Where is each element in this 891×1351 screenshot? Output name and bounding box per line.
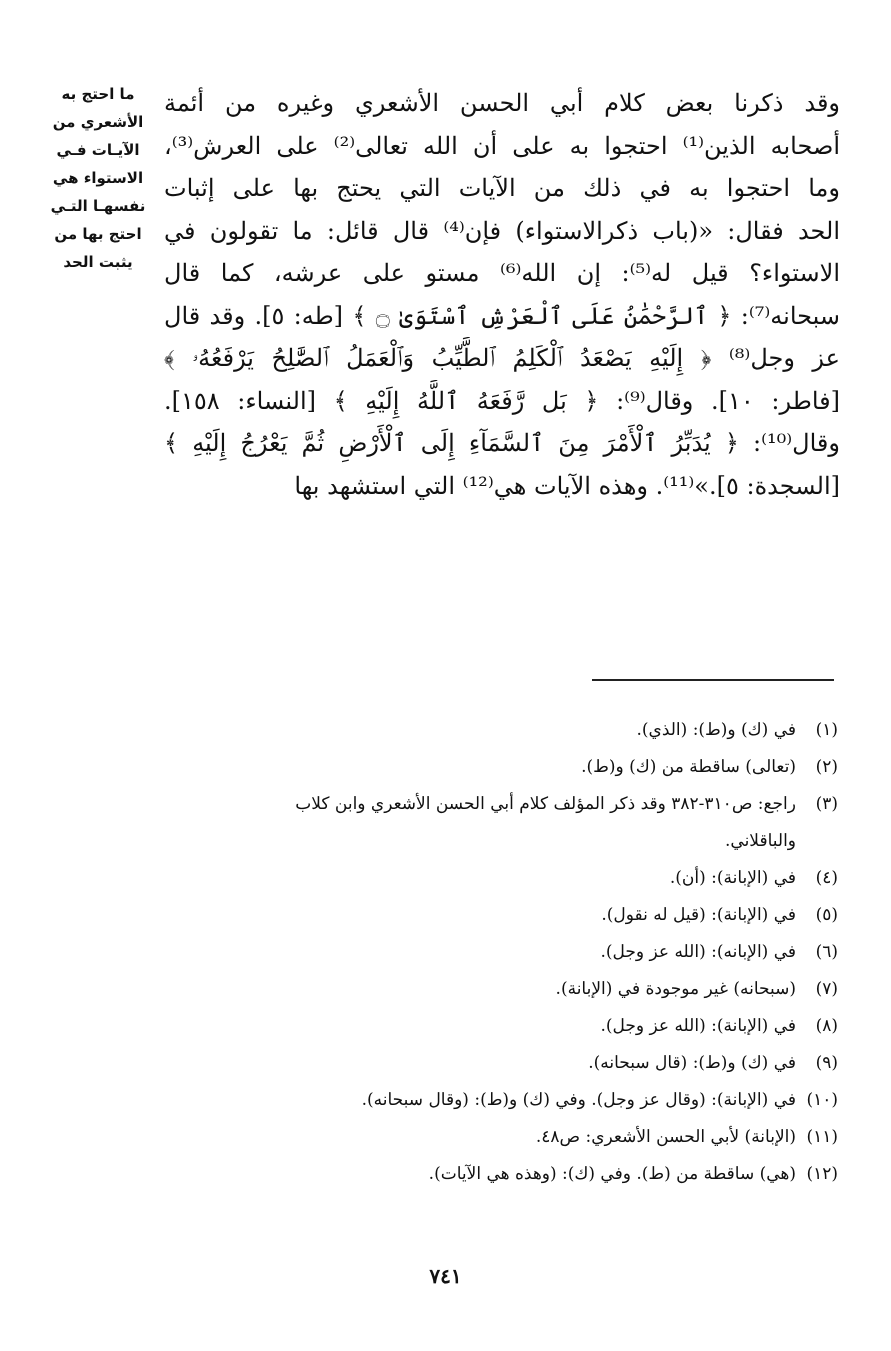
footnote-number: (٥) bbox=[815, 905, 838, 925]
footnote-number: (٧) bbox=[815, 979, 838, 999]
footnote-text: في (ك) و(ط): (الذي). bbox=[636, 720, 796, 740]
footnote-text: (تعالى) ساقطة من (ك) و(ط). bbox=[581, 757, 796, 777]
main-text bbox=[164, 82, 840, 507]
footnote-text: (هي) ساقطة من (ط). وفي (ك): (وهذه هي الآيات). bbox=[428, 1164, 796, 1184]
footnote-number: (١١) bbox=[806, 1127, 838, 1147]
text-line: [فاطر: ١٠]. وقال⁽⁹⁾: ﴿ بَل رَّفَعَهُ ٱللَّهُ إِلَيْهِ ﴾ [النساء: ١٥٨]. bbox=[164, 386, 840, 415]
footnote-continuation bbox=[166, 823, 838, 860]
footnote-number: (٦) bbox=[815, 942, 838, 962]
footnote-text: (الإبانة) لأبي الحسن الأشعري: ص٤٨. bbox=[535, 1127, 796, 1147]
footnote bbox=[166, 749, 838, 786]
margin-note-line: ما احتج به bbox=[61, 85, 135, 103]
footnote bbox=[166, 971, 838, 1008]
text-line: سبحانه⁽⁷⁾: ﴿ ٱلرَّحْمَٰنُ عَلَى ٱلْعَرْشِ ٱسْتَوَىٰ ۝ ﴾ [طه: ٥]. وقد قال bbox=[164, 301, 840, 330]
text-line: [السجدة: ٥].»⁽¹¹⁾. وهذه الآيات هي⁽¹²⁾ التي استشهد بها bbox=[294, 471, 840, 500]
footnote-text: في (الإبانة): (أن). bbox=[669, 868, 796, 888]
footnote-text: في (الإبانة): (قيل له نقول). bbox=[601, 905, 796, 925]
text-line: الاستواء؟ قيل له⁽⁵⁾: إن الله⁽⁶⁾ مستو على عرشه، كما قال bbox=[164, 259, 840, 287]
text-line: الحد فقال: «(باب ذكرالاستواء) فإن⁽⁴⁾ قال قائل: ما تقولون في bbox=[164, 216, 840, 245]
footnote-number: (٨) bbox=[815, 1016, 838, 1036]
footnote-text: في (الإبانة): (الله عز وجل). bbox=[600, 1016, 796, 1036]
margin-note-line: الاستواء هي bbox=[52, 169, 144, 187]
footnote bbox=[166, 897, 838, 934]
text-line: وقد ذكرنا بعض كلام أبي الحسن الأشعري وغيره من أئمة bbox=[164, 89, 840, 117]
margin-note-line: احتج بها من bbox=[54, 225, 142, 243]
margin-note bbox=[42, 80, 154, 276]
footnote-number: (٤) bbox=[815, 868, 838, 888]
footnote bbox=[166, 860, 838, 897]
text-line: وقال⁽¹⁰⁾: ﴿ يُدَبِّرُ ٱلْأَمْرَ مِنَ ٱلسَّمَآءِ إِلَى ٱلْأَرْضِ ثُمَّ يَعْرُجُ إِلَيْهِ ﴾ bbox=[164, 429, 840, 457]
footnote bbox=[166, 1082, 838, 1119]
footnote-number: (٢) bbox=[815, 757, 838, 777]
footnote-number: (١٠) bbox=[806, 1090, 838, 1110]
footnotes bbox=[166, 712, 838, 1193]
footnote bbox=[166, 934, 838, 971]
footnote bbox=[166, 1156, 838, 1193]
footnote-text: راجع: ص٣١٠-٣٨٢ وقد ذكر المؤلف كلام أبي الحسن الأشعري وابن كلاب bbox=[295, 794, 796, 814]
footnote-number: (٩) bbox=[815, 1053, 838, 1073]
text-line: أصحابه الذين⁽¹⁾ احتجوا به على أن الله تعالى⁽²⁾ على العرش⁽³⁾، bbox=[164, 131, 840, 160]
footnote-separator bbox=[592, 679, 834, 681]
footnote-text: في (الإبانه): (الله عز وجل). bbox=[600, 942, 796, 962]
page-number: ٧٤١ bbox=[429, 1264, 462, 1288]
footnote bbox=[166, 1008, 838, 1045]
margin-note-line: الآيـات فـي bbox=[56, 141, 140, 159]
footnote-text: والباقلاني. bbox=[725, 831, 796, 851]
footnote-text: في (الإبانة): (وقال عز وجل). وفي (ك) و(ط): (وقال سبحانه). bbox=[361, 1090, 796, 1110]
footnote-number: (٣) bbox=[815, 794, 838, 814]
text-line: وما احتجوا به في ذلك من الآيات التي يحتج بها على إثبات bbox=[164, 174, 840, 202]
margin-note-line: نفسهـا التـي bbox=[50, 197, 146, 215]
footnote-number: (١٢) bbox=[806, 1164, 838, 1184]
margin-note-line: الأشعري من bbox=[52, 113, 144, 131]
footnote-text: (سبحانه) غير موجودة في (الإبانة). bbox=[555, 979, 796, 999]
margin-note-line: يثبت الحد bbox=[63, 253, 133, 271]
footnote bbox=[166, 1119, 838, 1156]
footnote-text: في (ك) و(ط): (قال سبحانه). bbox=[588, 1053, 796, 1073]
footnote bbox=[166, 712, 838, 749]
footnote-number: (١) bbox=[815, 720, 838, 740]
text-line: عز وجل⁽⁸⁾ ﴿ إِلَيْهِ يَصْعَدُ ٱلْكَلِمُ ٱلطَّيِّبُ وَٱلْعَمَلُ ٱلصَّٰلِحُ يَرْفَعُهُۥ ﴾ bbox=[164, 344, 840, 372]
footnote bbox=[166, 786, 838, 823]
footnote bbox=[166, 1045, 838, 1082]
